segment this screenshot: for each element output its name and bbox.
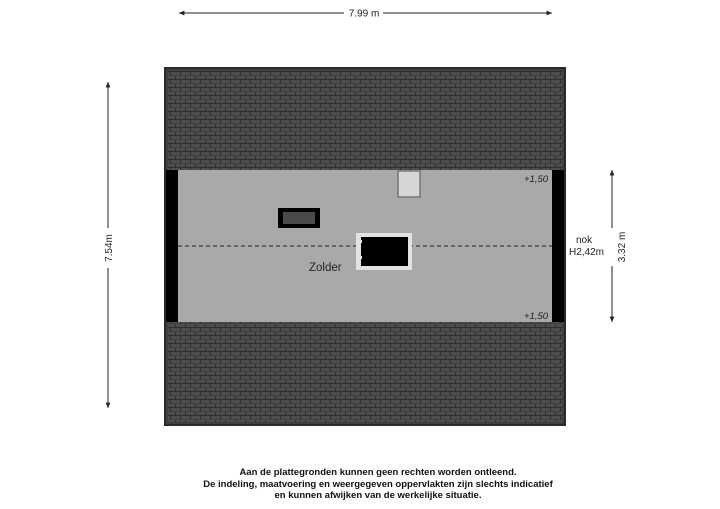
roof-tiles-bottom [168,322,562,422]
floor-depth-dimension [612,170,628,322]
disclaimer-line-2: De indeling, maatvoering en weergegeven oppervlakten zijn slechts indicatief [203,478,553,490]
level-bottom-right: +1,50 [524,311,549,322]
skylight-window [278,208,320,228]
depth-label: 7.54m [104,234,115,262]
width-dimension [179,9,552,20]
roof-tiles-top [168,71,562,171]
disclaimer [160,467,596,502]
floor-depth-label: 3.32 m [617,231,628,263]
level-top-right: +1,50 [524,174,549,185]
roof-hatch [356,233,412,270]
disclaimer-line-3: en kunnen afwijken van de werkelijke situatie. [274,490,482,501]
disclaimer-line-1: Aan de plattegronden kunnen geen rechten worden ontleend. [239,467,517,478]
chimney [398,171,420,197]
depth-dimension [104,82,115,408]
room-name: Zolder [309,262,342,274]
ridge-label-line2: H2,42m [569,247,605,258]
wall-left [166,170,178,322]
width-label: 7.99 m [348,8,380,20]
wall-right [552,170,564,322]
ridge-label-line1: nok [576,235,593,246]
